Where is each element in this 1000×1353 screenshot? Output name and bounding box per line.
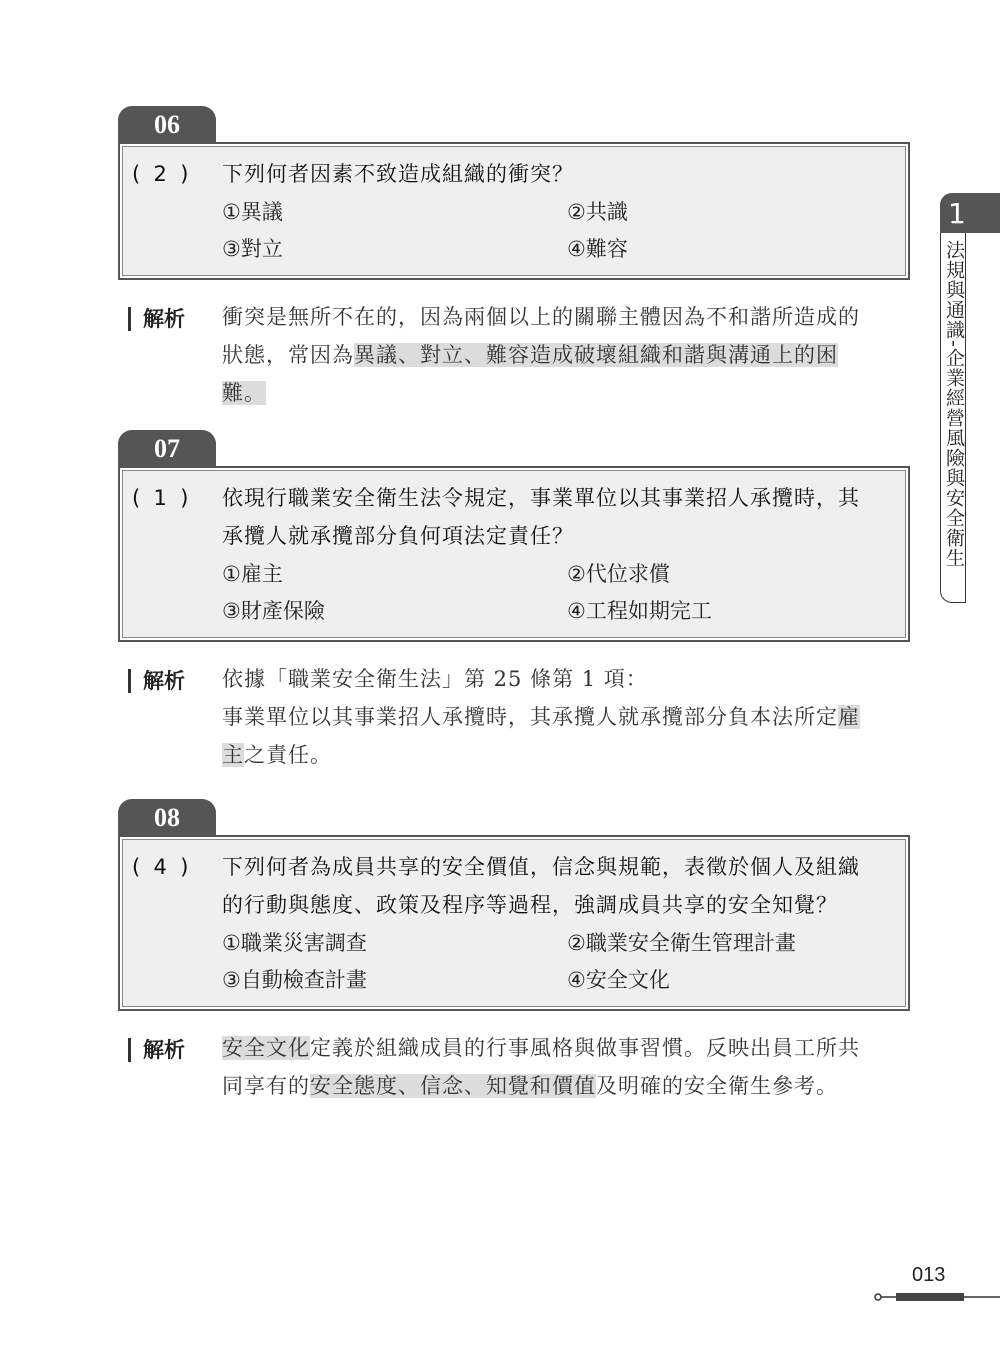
option-3: ③對立 — [222, 237, 283, 261]
explanation-label: 解析 — [128, 669, 185, 693]
answer-marker: ( 1 ) — [132, 486, 189, 510]
option-2: ②代位求償 — [567, 562, 670, 586]
explanation-text: 依據「職業安全衛生法」第 25 條第 1 項： — [222, 667, 648, 691]
explanation-line — [222, 375, 914, 412]
highlighted-text: 安全文化 — [222, 1036, 310, 1060]
explanation-line — [222, 699, 914, 736]
explanation-text: 事業單位以其事業招人承攬時，其承攬人就承攬部分負本法所定 — [222, 705, 838, 729]
explanation-line — [222, 737, 914, 774]
answer-marker: ( 4 ) — [132, 855, 189, 879]
option-3: ③自動檢查計畫 — [222, 968, 367, 992]
option-2: ②共識 — [567, 200, 628, 224]
highlighted-text: 難。 — [222, 381, 266, 405]
page-number-decoration — [872, 1290, 1000, 1304]
option-1: ①職業災害調查 — [222, 931, 367, 955]
explanation-line — [222, 1030, 914, 1067]
highlighted-text: 主 — [222, 743, 244, 767]
option-4: ④工程如期完工 — [567, 599, 712, 623]
question-number-tab: 06 — [118, 106, 216, 144]
question-box — [118, 835, 910, 1011]
highlighted-text: 雇 — [838, 705, 860, 729]
option-4: ④安全文化 — [567, 968, 670, 992]
page-number: 013 — [912, 1264, 946, 1286]
explanation-text: 同享有的 — [222, 1074, 310, 1098]
question-box — [118, 466, 910, 642]
question-box — [118, 142, 910, 280]
question-number-tab: 08 — [118, 799, 216, 837]
option-2: ②職業安全衛生管理計畫 — [567, 931, 796, 955]
question-number-tab: 07 — [118, 430, 216, 468]
explanation-text: 狀態，常因為 — [222, 343, 354, 367]
highlighted-text: 異議、對立、難容造成破壞組織和諧與溝通上的困 — [354, 343, 838, 367]
explanation-text: 及明確的安全衛生參考。 — [596, 1074, 838, 1098]
option-1: ①異議 — [222, 200, 283, 224]
question-text: 的行動與態度、政策及程序等過程，強調成員共享的安全知覺？ — [222, 893, 838, 917]
explanation-line — [222, 1068, 914, 1105]
option-3: ③財產保險 — [222, 599, 325, 623]
explanation-line — [222, 337, 914, 374]
answer-marker: ( 2 ) — [132, 162, 189, 186]
option-4: ④難容 — [567, 237, 628, 261]
option-1: ①雇主 — [222, 562, 283, 586]
explanation-line — [222, 661, 914, 698]
explanation-label: 解析 — [128, 1038, 185, 1062]
chapter-title: 法規與通識-企業經營風險與安全衛生 — [943, 240, 965, 568]
chapter-number-tab: 1 — [940, 193, 1000, 233]
question-text: 下列何者因素不致造成組織的衝突？ — [222, 162, 574, 186]
question-text: 承攬人就承攬部分負何項法定責任？ — [222, 524, 574, 548]
explanation-line — [222, 299, 914, 336]
explanation-text: 之責任。 — [244, 743, 332, 767]
question-text: 下列何者為成員共享的安全價值，信念與規範，表徵於個人及組織 — [222, 855, 860, 879]
explanation-text: 衝突是無所不在的，因為兩個以上的關聯主體因為不和諧所造成的 — [222, 305, 860, 329]
explanation-label: 解析 — [128, 307, 185, 331]
highlighted-text: 安全態度、信念、知覺和價值 — [310, 1074, 596, 1098]
explanation-text: 定義於組織成員的行事風格與做事習慣。反映出員工所共 — [310, 1036, 860, 1060]
question-text: 依現行職業安全衛生法令規定，事業單位以其事業招人承攬時，其 — [222, 486, 860, 510]
